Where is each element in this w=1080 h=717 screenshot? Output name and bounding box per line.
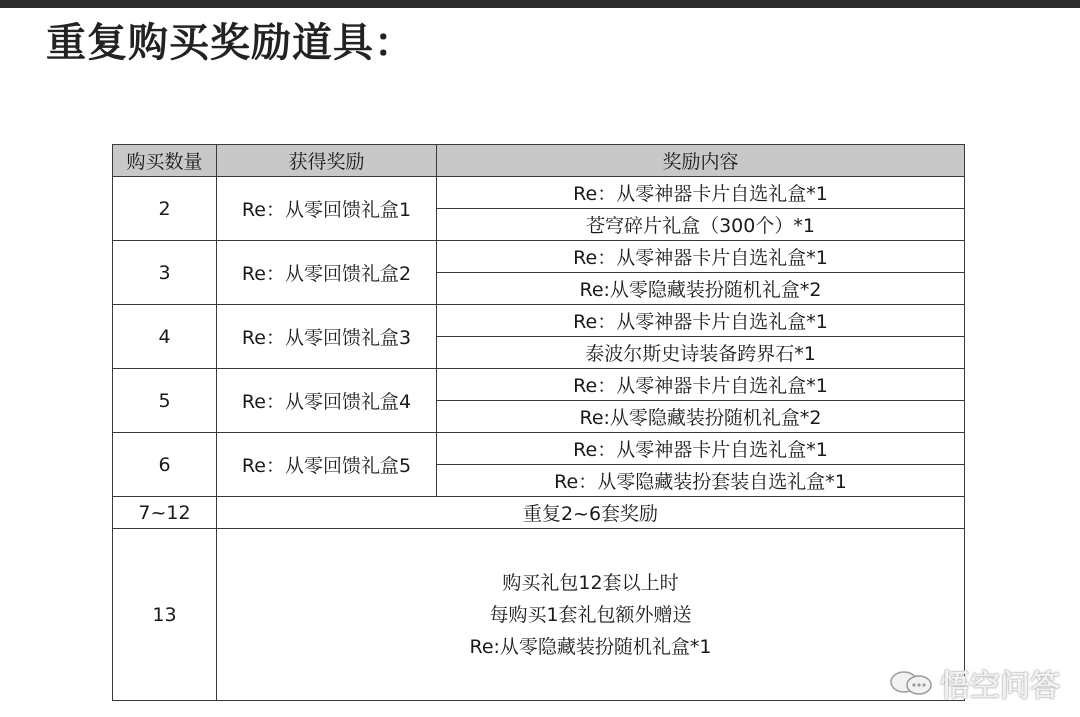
header-contents: 奖励内容: [437, 145, 965, 177]
quantity-cell: 5: [113, 369, 217, 433]
table-row: [113, 177, 965, 209]
content-cell: Re：从零神器卡片自选礼盒*1: [437, 241, 965, 273]
table-header-row: [113, 145, 965, 177]
content-cell: Re：从零神器卡片自选礼盒*1: [437, 305, 965, 337]
content-cell: Re：从零神器卡片自选礼盒*1: [437, 433, 965, 465]
bonus-line: 每购买1套礼包额外赠送: [489, 603, 692, 626]
speech-bubbles-icon: [888, 668, 934, 698]
quantity-cell: 3: [113, 241, 217, 305]
table-row-repeat: [113, 497, 965, 529]
quantity-cell: 4: [113, 305, 217, 369]
table-row: [113, 369, 965, 401]
content-cell: 苍穹碎片礼盒（300个）*1: [437, 209, 965, 241]
bonus-line: 购买礼包12套以上时: [502, 571, 679, 594]
bonus-reward-cell: [217, 529, 965, 701]
watermark-text: 悟空问答: [940, 669, 1060, 704]
reward-cell: Re：从零回馈礼盒1: [217, 177, 437, 241]
content-cell: Re:从零隐藏装扮随机礼盒*2: [437, 401, 965, 433]
watermark: [888, 661, 1060, 705]
header-quantity: 购买数量: [113, 145, 217, 177]
content-cell: Re：从零神器卡片自选礼盒*1: [437, 177, 965, 209]
quantity-cell: 2: [113, 177, 217, 241]
content-cell: Re：从零隐藏装扮套装自选礼盒*1: [437, 465, 965, 497]
table-row-bonus: [113, 529, 965, 701]
reward-cell: Re：从零回馈礼盒3: [217, 305, 437, 369]
table-row: [113, 433, 965, 465]
page-title: 重复购买奖励道具：: [46, 20, 415, 66]
table-row: [113, 305, 965, 337]
reward-cell: Re：从零回馈礼盒2: [217, 241, 437, 305]
repeat-reward-cell: 重复2~6套奖励: [217, 497, 965, 529]
quantity-cell: 6: [113, 433, 217, 497]
content-cell: Re:从零隐藏装扮随机礼盒*2: [437, 273, 965, 305]
quantity-cell: 7~12: [113, 497, 217, 529]
header-reward: 获得奖励: [217, 145, 437, 177]
top-bar: [0, 0, 1080, 8]
reward-cell: Re：从零回馈礼盒4: [217, 369, 437, 433]
table-row: [113, 241, 965, 273]
content-cell: 泰波尔斯史诗装备跨界石*1: [437, 337, 965, 369]
reward-cell: Re：从零回馈礼盒5: [217, 433, 437, 497]
bonus-line: Re:从零隐藏装扮随机礼盒*1: [469, 635, 712, 658]
reward-table: [112, 144, 965, 701]
quantity-cell: 13: [113, 529, 217, 701]
content-cell: Re：从零神器卡片自选礼盒*1: [437, 369, 965, 401]
